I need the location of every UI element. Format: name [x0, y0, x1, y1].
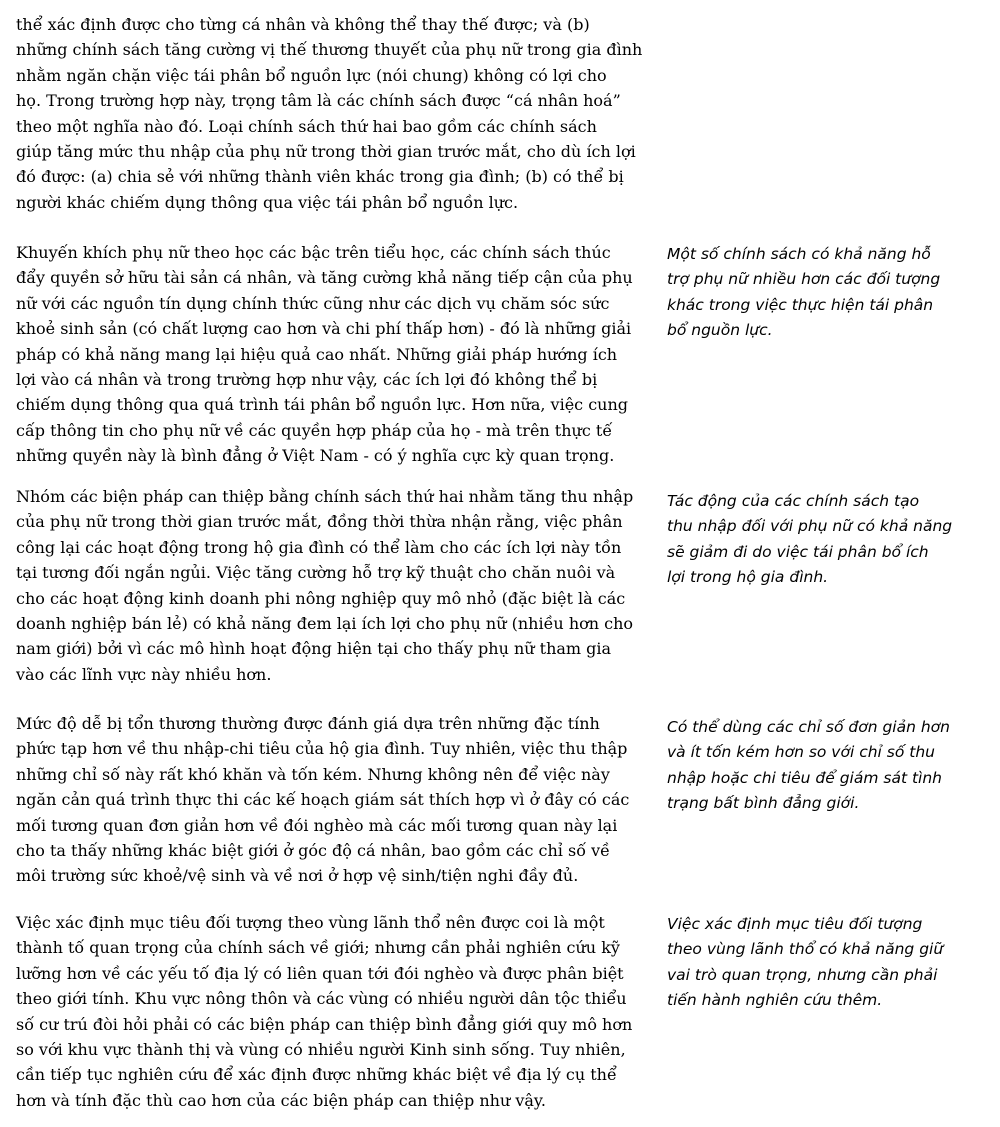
- text-line: nam giới) bởi vì các mô hình hoạt động hiện tại cho thấy phụ nữ tham gia: [16, 639, 612, 659]
- text-line: cấp thông tin cho phụ nữ về các quyền hợp pháp của họ - mà trên thực tế: [16, 420, 613, 440]
- text-line: người khác chiếm dụng thông qua việc tái phân bổ nguồn lực.: [16, 192, 519, 212]
- text-line: của phụ nữ trong thời gian trước mắt, đồng thời thừa nhận rằng, việc phân: [16, 512, 623, 532]
- text-line: theo một nghĩa nào đó. Loại chính sách thứ hai bao gồm các chính sách: [16, 116, 597, 136]
- text-line: công lại các hoạt động trong hộ gia đình có thể làm cho các ích lợi này tồn: [16, 537, 622, 557]
- text-line: theo giới tính. Khu vực nông thôn và các vùng có nhiều người dân tộc thiểu: [16, 989, 627, 1009]
- text-line: môi trường sức khoẻ/vệ sinh và về nơi ở hợp vệ sinh/tiện nghi đầy đủ.: [16, 866, 579, 886]
- note-line: trợ phụ nữ nhiều hơn các đối tượng: [667, 270, 941, 289]
- note-line: Một số chính sách có khả năng hỗ: [667, 245, 931, 263]
- text-line: thể xác định được cho từng cá nhân và không thể thay thế được; và (b): [16, 15, 590, 34]
- note-line: theo vùng lãnh thổ có khả năng giữ: [667, 940, 944, 959]
- text-line: số cư trú đòi hỏi phải có các biện pháp can thiệp bình đẳng giới quy mô hơn: [16, 1014, 633, 1034]
- margin-note-4: [667, 715, 991, 817]
- note-line: thu nhập đối với phụ nữ có khả năng: [667, 517, 953, 536]
- text-line: Việc xác định mục tiêu đối tượng theo vùng lãnh thổ nên được coi là một: [16, 913, 605, 932]
- text-line: cho các hoạt động kinh doanh phi nông nghiệp quy mô nhỏ (đặc biệt là các: [16, 588, 626, 608]
- text-line: lưỡng hơn về các yếu tố địa lý có liên quan tới đói nghèo và được phân biệt: [16, 963, 624, 983]
- text-line: ngăn cản quá trình thực thi các kế hoạch giám sát thích hợp vì ở đây có các: [16, 790, 630, 810]
- note-line: tiến hành nghiên cứu thêm.: [667, 991, 883, 1010]
- text-line: họ. Trong trường hợp này, trọng tâm là các chính sách được “cá nhân hoá”: [16, 91, 621, 111]
- margin-note-5: [667, 912, 991, 1014]
- body-paragraph-1: [16, 12, 643, 215]
- text-line: tại tương đối ngắn ngủi. Việc tăng cường hỗ trợ kỹ thuật cho chăn nuôi và: [16, 563, 616, 583]
- text-line: những chính sách tăng cường vị thế thương thuyết của phụ nữ trong gia đình: [16, 40, 643, 60]
- text-line: những chỉ số này rất khó khăn và tốn kém. Nhưng không nên để việc này: [16, 764, 610, 784]
- text-line: Nhóm các biện pháp can thiệp bằng chính sách thứ hai nhằm tăng thu nhập: [16, 487, 634, 506]
- margin-note-3: [667, 489, 991, 591]
- body-paragraph-5: [16, 910, 638, 1113]
- text-line: cần tiếp tục nghiên cứu để xác định được những khác biệt về địa lý cụ thể: [16, 1065, 617, 1085]
- text-line: những quyền này là bình đẳng ở Việt Nam - có ý nghĩa cực kỳ quan trọng.: [16, 446, 615, 466]
- text-line: thành tố quan trọng của chính sách về giới; nhưng cần phải nghiên cứu kỹ: [16, 938, 620, 958]
- note-line: trạng bất bình đẳng giới.: [667, 794, 860, 813]
- note-line: bổ nguồn lực.: [667, 321, 773, 340]
- note-line: và ít tốn kém hơn so với chỉ số thu: [667, 743, 935, 762]
- text-line: Khuyến khích phụ nữ theo học các bậc trên tiểu học, các chính sách thúc: [16, 243, 611, 262]
- text-line: vào các lĩnh vực này nhiều hơn.: [16, 664, 272, 684]
- text-line: lợi vào cá nhân và trong trường hợp như vậy, các ích lợi đó không thể bị: [16, 370, 598, 390]
- note-line: Tác động của các chính sách tạo: [667, 492, 920, 510]
- body-paragraph-2: [16, 240, 638, 469]
- note-line: nhập hoặc chi tiêu để giám sát tình: [667, 768, 942, 787]
- note-line: Việc xác định mục tiêu đối tượng: [667, 915, 923, 933]
- note-line: vai trò quan trọng, nhưng cần phải: [667, 965, 938, 984]
- text-line: giúp tăng mức thu nhập của phụ nữ trong thời gian trước mắt, cho dù ích lợi: [16, 142, 636, 162]
- text-line: hơn và tính đặc thù cao hơn của các biện pháp can thiệp như vậy.: [16, 1090, 546, 1110]
- text-line: nhằm ngăn chặn việc tái phân bổ nguồn lực (nói chung) không có lợi cho: [16, 65, 607, 85]
- text-line: đẩy quyền sở hữu tài sản cá nhân, và tăng cường khả năng tiếp cận của phụ: [16, 268, 633, 288]
- text-line: chiếm dụng thông qua quá trình tái phân bổ nguồn lực. Hơn nữa, việc cung: [16, 395, 629, 415]
- body-paragraph-4: [16, 711, 638, 889]
- note-line: lợi trong hộ gia đình.: [667, 568, 829, 587]
- text-line: doanh nghiệp bán lẻ) có khả năng đem lại ích lợi cho phụ nữ (nhiều hơn cho: [16, 614, 634, 634]
- text-line: pháp có khả năng mang lại hiệu quả cao nhất. Những giải pháp hướng ích: [16, 344, 618, 364]
- text-line: so với khu vực thành thị và vùng có nhiều người Kinh sinh sống. Tuy nhiên,: [16, 1040, 626, 1060]
- margin-note-2: [667, 242, 991, 344]
- text-line: Mức độ dễ bị tổn thương thường được đánh giá dựa trên những đặc tính: [16, 714, 600, 733]
- note-line: sẽ giảm đi do việc tái phân bổ ích: [667, 542, 929, 561]
- text-line: đó được: (a) chia sẻ với những thành viên khác trong gia đình; (b) có thể bị: [16, 167, 624, 187]
- text-line: khoẻ sinh sản (có chất lượng cao hơn và chi phí thấp hơn) - đó là những giải: [16, 319, 632, 339]
- text-line: cho ta thấy những khác biệt giới ở góc độ cá nhân, bao gồm các chỉ số về: [16, 841, 610, 861]
- text-line: nữ với các nguồn tín dụng chính thức cũng như các dịch vụ chăm sóc sức: [16, 293, 610, 313]
- text-line: phức tạp hơn về thu nhập-chi tiêu của hộ gia đình. Tuy nhiên, việc thu thập: [16, 739, 628, 759]
- note-line: Có thể dùng các chỉ số đơn giản hơn: [667, 718, 950, 736]
- note-line: khác trong việc thực hiện tái phân: [667, 295, 934, 314]
- body-paragraph-3: [16, 484, 638, 687]
- text-line: mối tương quan đơn giản hơn về đói nghèo mà các mối tương quan này lại: [16, 815, 618, 835]
